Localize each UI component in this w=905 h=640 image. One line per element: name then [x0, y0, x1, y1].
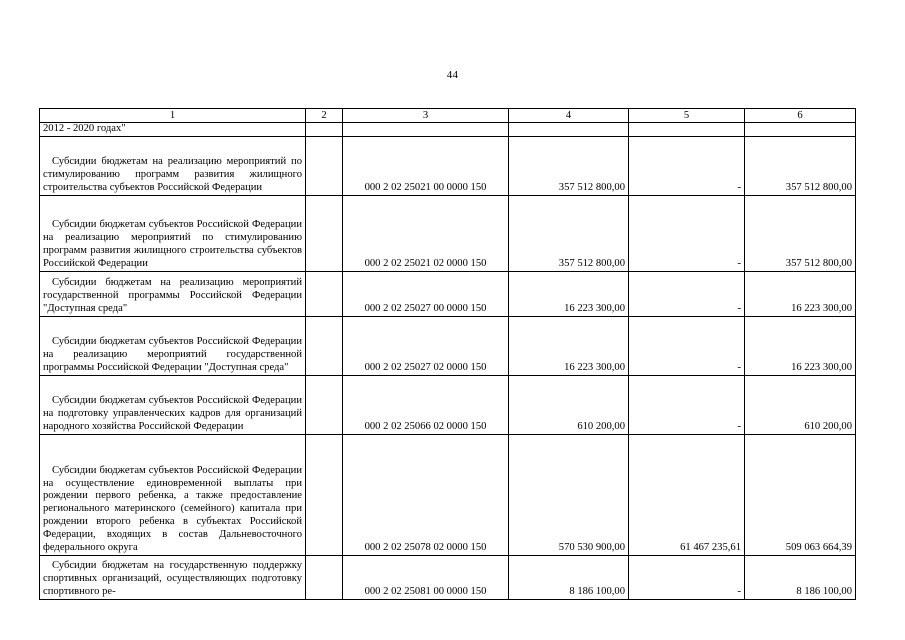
row-col6: 509 063 664,39: [745, 435, 856, 556]
row-col4: 357 512 800,00: [509, 137, 629, 196]
row-col4: [509, 123, 629, 137]
row-col5: -: [629, 376, 745, 435]
row-col6: [745, 123, 856, 137]
row-col5: [629, 123, 745, 137]
column-header-2: 2: [306, 109, 343, 123]
table-row: [40, 556, 856, 600]
table-row: [40, 123, 856, 137]
row-col4: 16 223 300,00: [509, 272, 629, 317]
row-col2: [306, 123, 343, 137]
row-col6: 16 223 300,00: [745, 272, 856, 317]
row-code: 000 2 02 25027 02 0000 150: [343, 317, 509, 376]
row-col2: [306, 196, 343, 272]
page-number: 44: [446, 69, 459, 81]
row-col6: 357 512 800,00: [745, 196, 856, 272]
budget-table: [39, 108, 856, 600]
row-col5: 61 467 235,61: [629, 435, 745, 556]
row-col4: 570 530 900,00: [509, 435, 629, 556]
row-description: 2012 - 2020 годах": [40, 123, 306, 137]
column-header-4: 4: [509, 109, 629, 123]
row-description: Субсидии бюджетам на государственную поддержку спортивных организаций, осуществляющих подготовку спортивного ре-: [40, 556, 306, 600]
row-col2: [306, 317, 343, 376]
column-header-6: 6: [745, 109, 856, 123]
table-row: [40, 272, 856, 317]
column-header-5: 5: [629, 109, 745, 123]
table-header-row: [40, 109, 856, 123]
row-col6: 357 512 800,00: [745, 137, 856, 196]
column-header-3: 3: [343, 109, 509, 123]
row-col2: [306, 376, 343, 435]
row-code: 000 2 02 25078 02 0000 150: [343, 435, 509, 556]
row-col4: 16 223 300,00: [509, 317, 629, 376]
row-col4: 610 200,00: [509, 376, 629, 435]
table-row: [40, 317, 856, 376]
row-col4: 8 186 100,00: [509, 556, 629, 600]
row-col6: 610 200,00: [745, 376, 856, 435]
row-col4: 357 512 800,00: [509, 196, 629, 272]
row-code: 000 2 02 25027 00 0000 150: [343, 272, 509, 317]
table-row: [40, 376, 856, 435]
row-col6: 8 186 100,00: [745, 556, 856, 600]
row-description: Субсидии бюджетам субъектов Российской Федерации на подготовку управленческих кадров для организаций народного хозяйства Российской Федерации: [40, 376, 306, 435]
row-description: Субсидии бюджетам субъектов Российской Федерации на реализацию мероприятий государственной программы Российской Федерации "Доступная среда": [40, 317, 306, 376]
row-col5: -: [629, 317, 745, 376]
row-col5: -: [629, 272, 745, 317]
row-col5: -: [629, 556, 745, 600]
row-col2: [306, 435, 343, 556]
row-col5: -: [629, 196, 745, 272]
table-row: [40, 196, 856, 272]
table-row: [40, 137, 856, 196]
row-code: 000 2 02 25081 00 0000 150: [343, 556, 509, 600]
row-code: 000 2 02 25021 00 0000 150: [343, 137, 509, 196]
row-code: [343, 123, 509, 137]
row-description: Субсидии бюджетам на реализацию мероприятий по стимулированию программ развития жилищного строительства субъектов Российской Федерации: [40, 137, 306, 196]
row-code: 000 2 02 25066 02 0000 150: [343, 376, 509, 435]
row-col2: [306, 272, 343, 317]
row-col2: [306, 137, 343, 196]
column-header-1: 1: [40, 109, 306, 123]
table-row: [40, 435, 856, 556]
row-description: Субсидии бюджетам субъектов Российской Федерации на осуществление единовременной выплаты при рождении первого ребенка, а также предоставление регионального материнского (семейного) капитала при рождении второго ребенка в субъектах Российской Федерации, входящих в состав Дальневосточного федерального округа: [40, 435, 306, 556]
row-col2: [306, 556, 343, 600]
row-code: 000 2 02 25021 02 0000 150: [343, 196, 509, 272]
row-description: Субсидии бюджетам на реализацию мероприятий государственной программы Российской Федерации "Доступная среда": [40, 272, 306, 317]
row-description: Субсидии бюджетам субъектов Российской Федерации на реализацию мероприятий по стимулированию программ развития жилищного строительства субъектов Российской Федерации: [40, 196, 306, 272]
row-col6: 16 223 300,00: [745, 317, 856, 376]
row-col5: -: [629, 137, 745, 196]
